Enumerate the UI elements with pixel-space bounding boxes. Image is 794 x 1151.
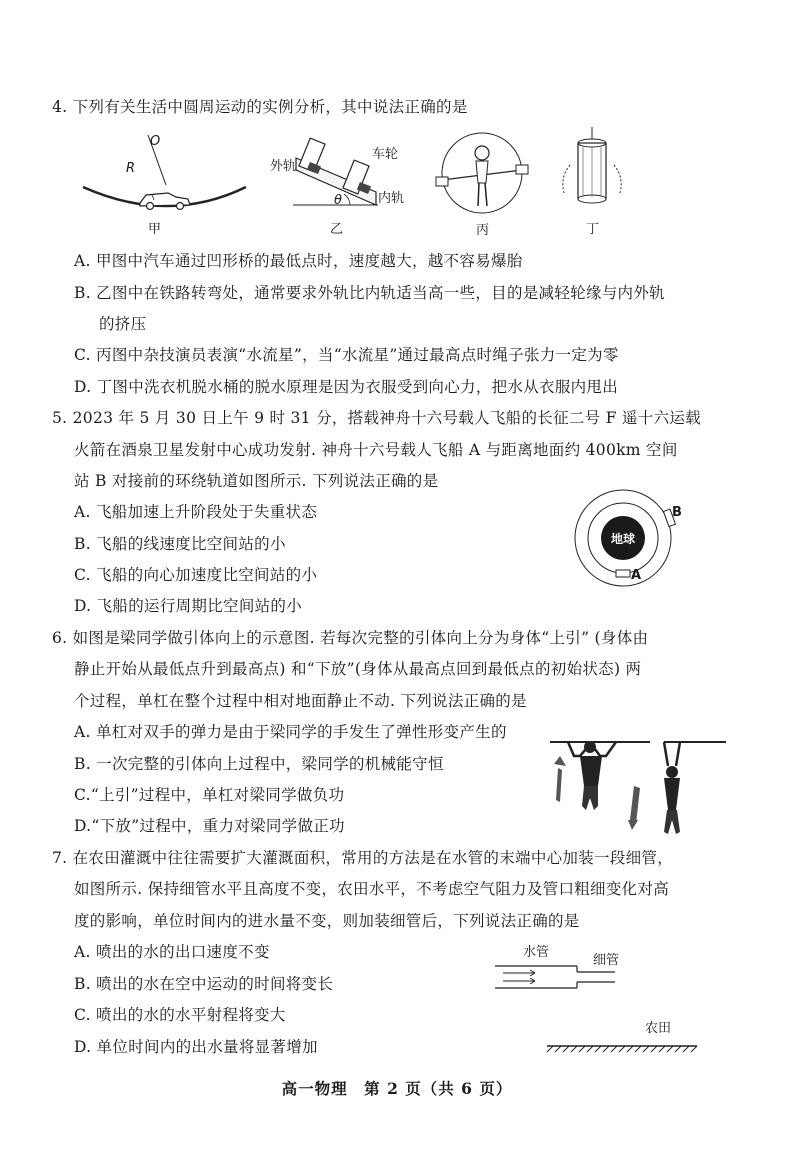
arrow-up-icon: [556, 768, 562, 802]
label-inner-rail: 内轨: [378, 191, 405, 206]
q5-orbit-figure: [568, 488, 688, 598]
spray-right: [614, 165, 621, 193]
q7-option-d: D. 单位时间内的出水量将显著增加: [74, 1038, 318, 1056]
q5-option-c: C. 飞船的向心加速度比空间站的小: [74, 566, 318, 584]
q4-option-a: A. 甲图中汽车通过凹形桥的最低点时，速度越大，越不容易爆胎: [74, 252, 523, 270]
spacecraft-a: [616, 570, 630, 577]
q6-stem-1: 6. 如图是梁同学做引体向上的示意图. 若每次完整的引体向上分为身体“上引” (身体由: [52, 629, 649, 647]
label-thin-pipe: 细管: [593, 953, 620, 968]
q4-option-d: D. 丁图中洗衣机脱水桶的脱水原理是因为衣服受到向心力，把水从衣服内甩出: [74, 378, 619, 396]
q6-option-b: B. 一次完整的引体向上过程中，梁同学的机械能守恒: [74, 755, 444, 773]
q4-option-b-cont: 的挤压: [99, 315, 147, 333]
q4-figure-yi: [268, 130, 418, 235]
flow-arrows-icon: [503, 970, 535, 984]
q6-pullup-figure: [540, 728, 730, 838]
label-A: A: [631, 568, 642, 583]
q5-stem-3: 站 B 对接前的环绕轨道如图所示. 下列说法正确的是: [74, 472, 439, 490]
q6-stem-2: 静止开始从最低点升到最高点) 和“下放”(身体从最高点回到最低点的初始状态) 两: [74, 660, 642, 678]
q4-figure-jia: [78, 125, 258, 235]
q4-figure-bing: [432, 128, 542, 238]
cup-left: [436, 177, 448, 186]
page-footer: 高一物理 第 2 页（共 6 页）: [281, 1079, 513, 1098]
ground-hatching: [547, 1046, 697, 1052]
q6-option-c: C.“上引”过程中，单杠对梁同学做负功: [74, 786, 345, 804]
label-theta: θ: [334, 193, 342, 208]
athlete-bottom-icon: [664, 742, 680, 834]
q5-option-b: B. 飞船的线速度比空间站的小: [74, 535, 286, 553]
q6-stem-3: 个过程，单杠在整个过程中相对地面静止不动. 下列说法正确的是: [74, 692, 527, 710]
arrow-down-icon: [630, 786, 640, 824]
q6-option-d: D.“下放”过程中，重力对梁同学做正功: [74, 817, 345, 835]
athlete-top-icon: [568, 741, 616, 810]
q4-option-c: C. 丙图中杂技演员表演“水流星”，当“水流星”通过最高点时绳子张力一定为零: [74, 346, 619, 364]
label-earth: 地球: [610, 532, 636, 546]
q5-stem-2: 火箭在酒泉卫星发射中心成功发射. 神舟十六号载人飞船 A 与距离地面约 400km 空间: [74, 441, 678, 459]
label-R: R: [126, 161, 136, 176]
label-farmland: 农田: [645, 1021, 672, 1036]
label-wheel: 车轮: [372, 147, 399, 162]
label-ding: 丁: [586, 222, 600, 237]
label-yi: 乙: [330, 222, 344, 237]
q7-option-a: A. 喷出的水的出口速度不变: [74, 943, 270, 961]
q7-stem-3: 度的影响，单位时间内的进水量不变，则加装细管后，下列说法正确的是: [74, 912, 580, 930]
q4-option-b: B. 乙图中在铁路转弯处，通常要求外轨比内轨适当高一些，目的是减轻轮缘与内外轨: [74, 284, 665, 302]
q7-option-b: B. 喷出的水在空中运动的时间将变长: [74, 975, 334, 993]
q7-stem-2: 如图所示. 保持细管水平且高度不变，农田水平，不考虑空气阻力及管口粗细变化对高: [74, 880, 670, 898]
q4-figure-ding: [552, 125, 642, 237]
label-bing: 丙: [476, 223, 490, 238]
q4-stem: 4. 下列有关生活中圆周运动的实例分析，其中说法正确的是: [52, 98, 468, 116]
q6-option-a: A. 单杠对双手的弹力是由于梁同学的手发生了弹性形变产生的: [74, 723, 507, 741]
label-water-pipe: 水管: [523, 945, 550, 960]
label-outer-rail: 外轨: [270, 159, 297, 174]
q5-stem-1: 5. 2023 年 5 月 30 日上午 9 时 31 分，搭载神舟十六号载人飞船的长征二号 F 遥十六运载: [52, 409, 701, 427]
performer-icon: [475, 146, 489, 206]
q7-option-c: C. 喷出的水的水平射程将变大: [74, 1006, 286, 1024]
label-O: O: [150, 134, 161, 149]
q5-option-d: D. 飞船的运行周期比空间站的小: [74, 597, 303, 615]
cup-right: [516, 165, 528, 174]
q7-pipe-figure: [495, 942, 715, 1057]
q7-stem-1: 7. 在农田灌溉中往往需要扩大灌溉面积，常用的方法是在水管的末端中心加装一段细管，: [52, 849, 674, 867]
label-jia: 甲: [148, 222, 162, 237]
label-B: B: [672, 505, 682, 520]
q5-option-a: A. 飞船加速上升阶段处于失重状态: [74, 503, 318, 521]
spray-left: [563, 165, 570, 193]
